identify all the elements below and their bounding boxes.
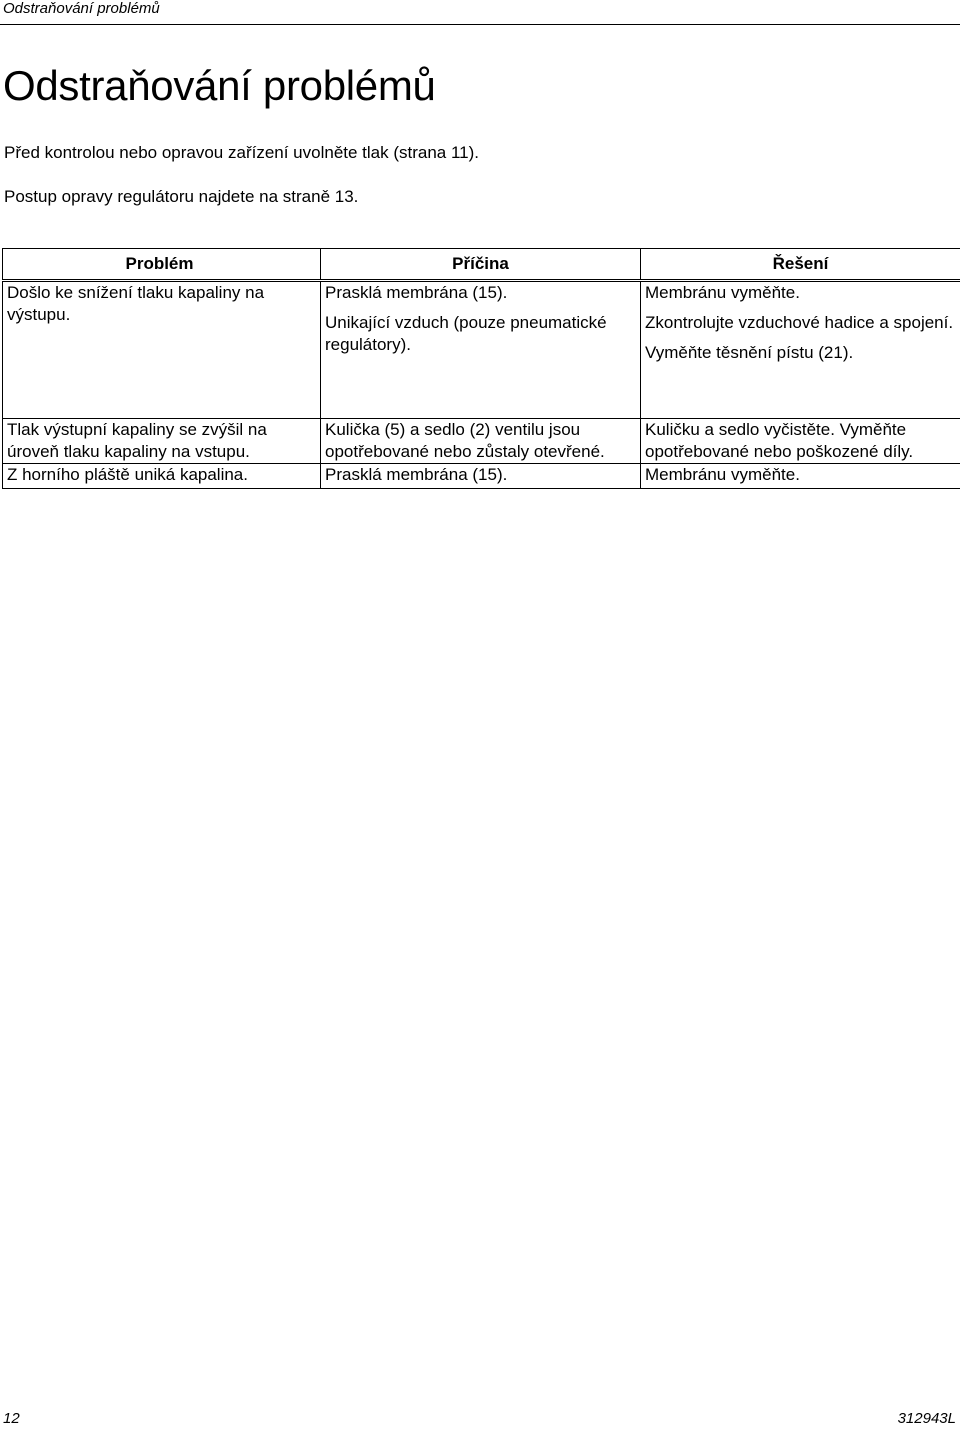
column-header-problem: Problém bbox=[3, 249, 321, 281]
table-row bbox=[3, 281, 960, 419]
cause-cell bbox=[321, 281, 641, 419]
header-rule bbox=[0, 24, 960, 25]
cause-text: Prasklá membrána (15). bbox=[325, 283, 508, 302]
running-header: Odstraňování problémů bbox=[3, 0, 160, 17]
solution-cell bbox=[641, 419, 960, 464]
problem-cell bbox=[3, 464, 321, 489]
problem-text: Došlo ke snížení tlaku kapaliny na výstupu. bbox=[7, 283, 265, 324]
problem-text: Z horního pláště uniká kapalina. bbox=[7, 465, 248, 484]
troubleshooting-table bbox=[2, 248, 960, 489]
cause-text: Prasklá membrána (15). bbox=[325, 465, 508, 484]
solution-text: Vyměňte těsnění pístu (21). bbox=[645, 343, 854, 362]
solution-text: Membránu vyměňte. bbox=[645, 283, 800, 302]
cause-cell bbox=[321, 419, 641, 464]
cause-cell bbox=[321, 464, 641, 489]
table-row bbox=[3, 419, 960, 464]
page-number: 12 bbox=[3, 1410, 20, 1427]
problem-cell bbox=[3, 419, 321, 464]
solution-cell bbox=[641, 281, 960, 419]
problem-text: Tlak výstupní kapaliny se zvýšil na úroveň tlaku kapaliny na vstupu. bbox=[7, 420, 267, 461]
cause-text: Kulička (5) a sedlo (2) ventilu jsou opotřebované nebo zůstaly otevřené. bbox=[325, 420, 605, 461]
solution-cell bbox=[641, 464, 960, 489]
solution-text: Zkontrolujte vzduchové hadice a spojení. bbox=[645, 313, 954, 332]
intro-pressure-relief: Před kontrolou nebo opravou zařízení uvolněte tlak (strana 11). bbox=[4, 143, 480, 162]
solution-text: Membránu vyměňte. bbox=[645, 465, 800, 484]
intro-repair-reference: Postup opravy regulátoru najdete na straně 13. bbox=[4, 187, 359, 206]
column-header-cause: Příčina bbox=[321, 249, 641, 281]
solution-text: Kuličku a sedlo vyčistěte. Vyměňte opotřebované nebo poškozené díly. bbox=[645, 420, 914, 461]
problem-cell bbox=[3, 281, 321, 419]
table-row bbox=[3, 464, 960, 489]
column-header-solution: Řešení bbox=[641, 249, 960, 281]
page-title: Odstraňování problémů bbox=[3, 62, 436, 109]
document-number: 312943L bbox=[897, 1410, 956, 1427]
table-header-row bbox=[3, 249, 960, 281]
cause-text: Unikající vzduch (pouze pneumatické regulátory). bbox=[325, 313, 607, 354]
